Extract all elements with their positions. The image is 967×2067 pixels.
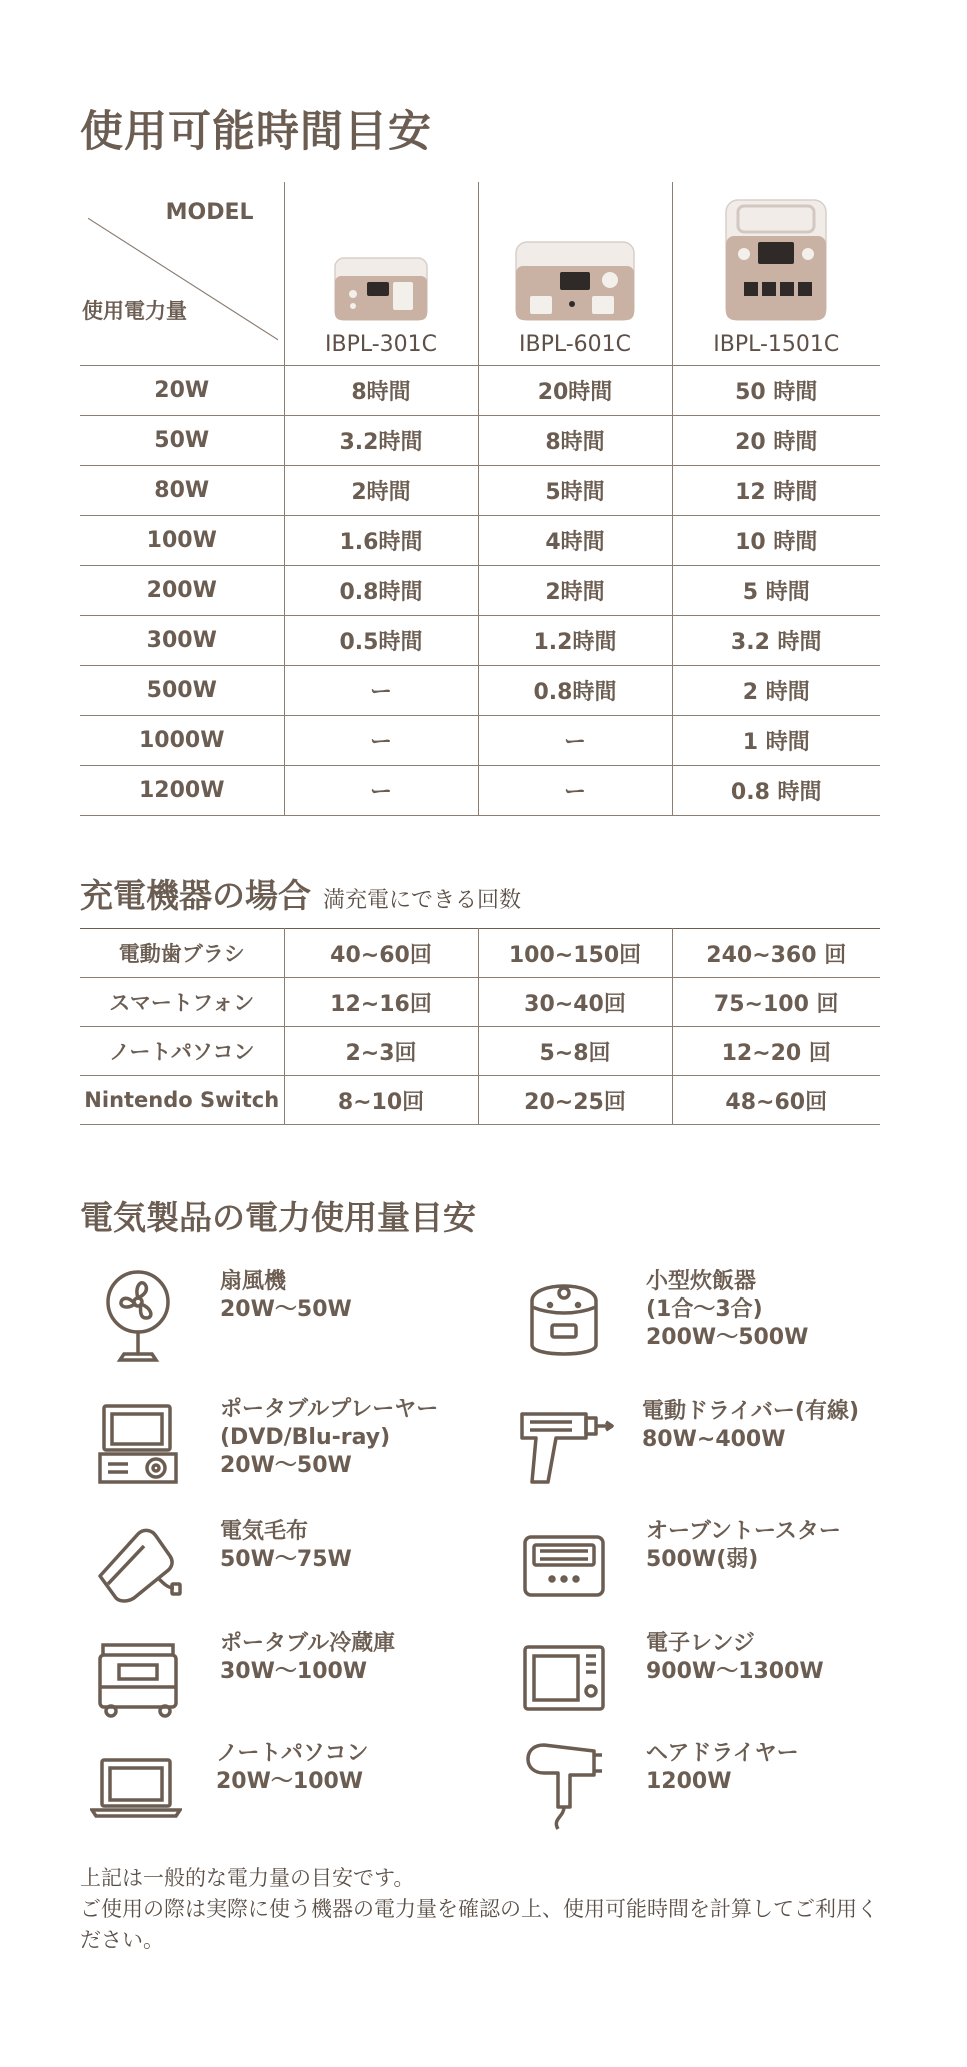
laptop-icon: [90, 1756, 182, 1820]
runtime-cell: 2 時間: [672, 666, 880, 716]
runtime-cell: 2時間: [478, 566, 672, 616]
appliance-name: ポータブルプレーヤー: [220, 1397, 439, 1422]
power-station-medium-icon: [514, 240, 636, 322]
device-cell: 電動歯ブラシ: [80, 929, 284, 978]
appliance-name: オーブントースター: [646, 1519, 841, 1544]
drill-driver-icon: [516, 1404, 616, 1488]
table-row: [80, 516, 880, 566]
appliance-wattage: 80W~400W: [642, 1427, 786, 1452]
charge-count-cell: 12~16回: [284, 978, 478, 1027]
runtime-cell: 20 時間: [672, 416, 880, 466]
appliance-item-hair-dryer: [520, 1740, 799, 1836]
power-station-large-icon: [724, 198, 828, 322]
electric-blanket-icon: [94, 1526, 182, 1606]
disclaimer-note: [80, 1863, 880, 1956]
charge-count-cell: 8~10回: [284, 1076, 478, 1125]
model-name-301c: IBPL-301C: [324, 332, 437, 357]
page-title: 使用可能時間目安: [80, 107, 432, 157]
appliance-item-toaster-oven: [520, 1518, 841, 1614]
runtime-cell: 0.8 時間: [672, 766, 880, 816]
appliance-detail: (1合～3合): [646, 1297, 763, 1322]
runtime-cell: 3.2 時間: [672, 616, 880, 666]
charge-count-cell: 2~3回: [284, 1027, 478, 1076]
appliance-name: 電子レンジ: [646, 1631, 755, 1656]
portable-fridge-icon: [97, 1637, 179, 1719]
appliance-name: 電気毛布: [220, 1519, 309, 1544]
runtime-table: [80, 182, 880, 816]
rice-cooker-icon: [522, 1271, 606, 1361]
appliance-wattage: 50W～75W: [220, 1547, 352, 1572]
table-row: [80, 466, 880, 516]
table-row: [80, 978, 880, 1027]
wattage-cell: 20W: [80, 366, 284, 416]
model-cell-301c: [284, 182, 478, 366]
appliance-item-portable-fridge: [94, 1630, 395, 1726]
runtime-cell: 3.2時間: [284, 416, 478, 466]
diagonal-divider: [88, 204, 278, 354]
runtime-cell: 10 時間: [672, 516, 880, 566]
appliance-item-rice-cooker: [520, 1268, 808, 1364]
table-row: [80, 666, 880, 716]
appliance-wattage: 30W～100W: [220, 1659, 368, 1684]
appliance-item-fan: [94, 1268, 352, 1364]
charge-count-cell: 75~100 回: [672, 978, 880, 1027]
note-line-2: ご使用の際は実際に使う機器の電力量を確認の上、使用可能時間を計算してご利用ください。: [80, 1897, 878, 1952]
appliance-name: 小型炊飯器: [646, 1269, 757, 1294]
hair-dryer-icon: [522, 1743, 606, 1833]
header-corner-cell: [80, 182, 284, 366]
microwave-icon: [522, 1643, 606, 1713]
model-header-label: MODEL: [165, 200, 254, 225]
charge-count-cell: 5~8回: [478, 1027, 672, 1076]
dvd-player-icon: [98, 1402, 178, 1486]
runtime-cell: 0.5時間: [284, 616, 478, 666]
wattage-cell: 300W: [80, 616, 284, 666]
runtime-cell: 4時間: [478, 516, 672, 566]
appliance-section-title: 電気製品の電力使用量目安: [80, 1198, 476, 1237]
runtime-cell: 8時間: [478, 416, 672, 466]
table-row: [80, 416, 880, 466]
runtime-cell: 0.8時間: [478, 666, 672, 716]
model-cell-1501c: [672, 182, 880, 366]
runtime-cell: 12 時間: [672, 466, 880, 516]
charging-section-heading: [80, 870, 521, 917]
runtime-cell: ー: [284, 666, 478, 716]
appliance-item-portable-player: [94, 1396, 438, 1492]
runtime-cell: 2時間: [284, 466, 478, 516]
table-row: [80, 929, 880, 978]
table-row: [80, 1027, 880, 1076]
appliance-wattage: 1200W: [646, 1769, 732, 1794]
runtime-cell: 1.6時間: [284, 516, 478, 566]
charge-count-cell: 48~60回: [672, 1076, 880, 1125]
runtime-cell: ー: [284, 766, 478, 816]
appliance-name: ノートパソコン: [216, 1741, 369, 1766]
appliance-name: 電動ドライバー(有線): [642, 1399, 860, 1424]
wattage-cell: 80W: [80, 466, 284, 516]
runtime-cell: 0.8時間: [284, 566, 478, 616]
table-row: [80, 366, 880, 416]
runtime-cell: 20時間: [478, 366, 672, 416]
appliance-item-electric-blanket: [94, 1518, 352, 1614]
charge-count-cell: 240~360 回: [672, 929, 880, 978]
runtime-cell: 1 時間: [672, 716, 880, 766]
charge-count-cell: 12~20 回: [672, 1027, 880, 1076]
wattage-cell: 50W: [80, 416, 284, 466]
runtime-cell: ー: [284, 716, 478, 766]
wattage-cell: 1000W: [80, 716, 284, 766]
usage-header-label: 使用電力量: [82, 299, 187, 323]
wattage-cell: 500W: [80, 666, 284, 716]
charging-section-subtitle: 満充電にできる回数: [323, 888, 522, 913]
model-name-601c: IBPL-601C: [518, 332, 631, 357]
fan-icon: [98, 1268, 178, 1364]
runtime-cell: ー: [478, 766, 672, 816]
device-cell: スマートフォン: [80, 978, 284, 1027]
appliance-name: ポータブル冷蔵庫: [220, 1631, 396, 1656]
table-row: [80, 716, 880, 766]
runtime-cell: 8時間: [284, 366, 478, 416]
appliance-item-laptop: [90, 1740, 368, 1836]
toaster-oven-icon: [522, 1531, 606, 1601]
table-row: [80, 766, 880, 816]
appliance-item-microwave: [520, 1630, 824, 1726]
charge-count-cell: 100~150回: [478, 929, 672, 978]
device-cell: Nintendo Switch: [80, 1076, 284, 1125]
appliance-wattage: 900W～1300W: [646, 1659, 824, 1684]
wattage-cell: 200W: [80, 566, 284, 616]
appliance-item-drill: [516, 1398, 859, 1494]
charging-section-title: 充電機器の場合: [80, 876, 311, 915]
runtime-cell: 50 時間: [672, 366, 880, 416]
charge-count-cell: 40~60回: [284, 929, 478, 978]
model-cell-601c: [478, 182, 672, 366]
appliance-detail: (DVD/Blu-ray): [220, 1425, 391, 1450]
runtime-header-row: [80, 182, 880, 366]
wattage-cell: 1200W: [80, 766, 284, 816]
appliance-wattage: 500W(弱): [646, 1547, 759, 1572]
runtime-cell: 5 時間: [672, 566, 880, 616]
appliance-wattage: 20W～100W: [216, 1769, 364, 1794]
table-row: [80, 566, 880, 616]
runtime-cell: 1.2時間: [478, 616, 672, 666]
charge-count-table: [80, 928, 880, 1125]
table-row: [80, 616, 880, 666]
appliance-wattage: 200W～500W: [646, 1325, 809, 1350]
model-name-1501c: IBPL-1501C: [713, 332, 840, 357]
runtime-cell: 5時間: [478, 466, 672, 516]
device-cell: ノートパソコン: [80, 1027, 284, 1076]
charge-count-cell: 20~25回: [478, 1076, 672, 1125]
charge-count-cell: 30~40回: [478, 978, 672, 1027]
appliance-name: 扇風機: [220, 1269, 287, 1294]
note-line-1: 上記は一般的な電力量の目安です。: [80, 1866, 415, 1890]
wattage-cell: 100W: [80, 516, 284, 566]
appliance-wattage: 20W～50W: [220, 1297, 352, 1322]
appliance-wattage: 20W～50W: [220, 1453, 352, 1478]
table-row: [80, 1076, 880, 1125]
power-station-small-icon: [333, 256, 429, 322]
runtime-cell: ー: [478, 716, 672, 766]
appliance-name: ヘアドライヤー: [646, 1741, 799, 1766]
